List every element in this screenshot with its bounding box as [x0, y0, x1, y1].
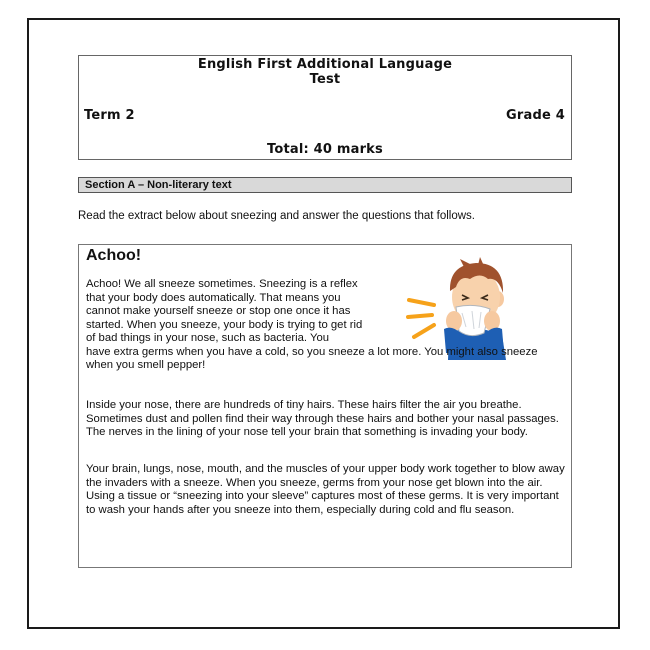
paragraph-1-part2: have extra germs when you have a cold, so you sneeze a lot more. You might also sneeze when you smell pepper!	[86, 345, 538, 371]
reading-passage	[78, 244, 572, 568]
paragraph-2: Inside your nose, there are hundreds of tiny hairs. These hairs filter the air you breathe. Sometimes dust and pollen find their way through these hairs and bother your nasal passages. The nerves in the lining of your nose tell your brain that something is invading your body.	[86, 399, 559, 438]
total-marks: Total: 40 marks	[267, 142, 383, 157]
instructions: Read the extract below about sneezing and answer the questions that follows.	[78, 210, 475, 222]
test-title-line2: Test	[309, 72, 341, 87]
paragraph-3: Your brain, lungs, nose, mouth, and the muscles of your upper body work together to blow away the invaders with a sneeze. When you sneeze, germs from your nose get blown into the air. Using a tissue or “sneezing into your sleeve” captures most of these germs. It is very important to wash your hands after you sneeze into them, especially during cold and flu season.	[86, 463, 565, 516]
test-header	[78, 55, 572, 160]
test-title	[79, 57, 571, 87]
test-title-line1: English First Additional Language	[197, 57, 453, 72]
passage-title: Achoo!	[86, 247, 142, 264]
term-label: Term 2	[84, 108, 135, 123]
grade-label: Grade 4	[506, 108, 565, 123]
paragraph-1-part1: Achoo! We all sneeze sometimes. Sneezing is a reflex that your body does automatically. That means you cannot make yourself sneeze or stop one once it has started. When you sneeze, your body is trying to get rid of bad things in your nose, such as bacteria. You	[86, 278, 363, 344]
paragraph-1	[86, 278, 564, 373]
section-heading: Section A – Non-literary text	[78, 177, 572, 193]
